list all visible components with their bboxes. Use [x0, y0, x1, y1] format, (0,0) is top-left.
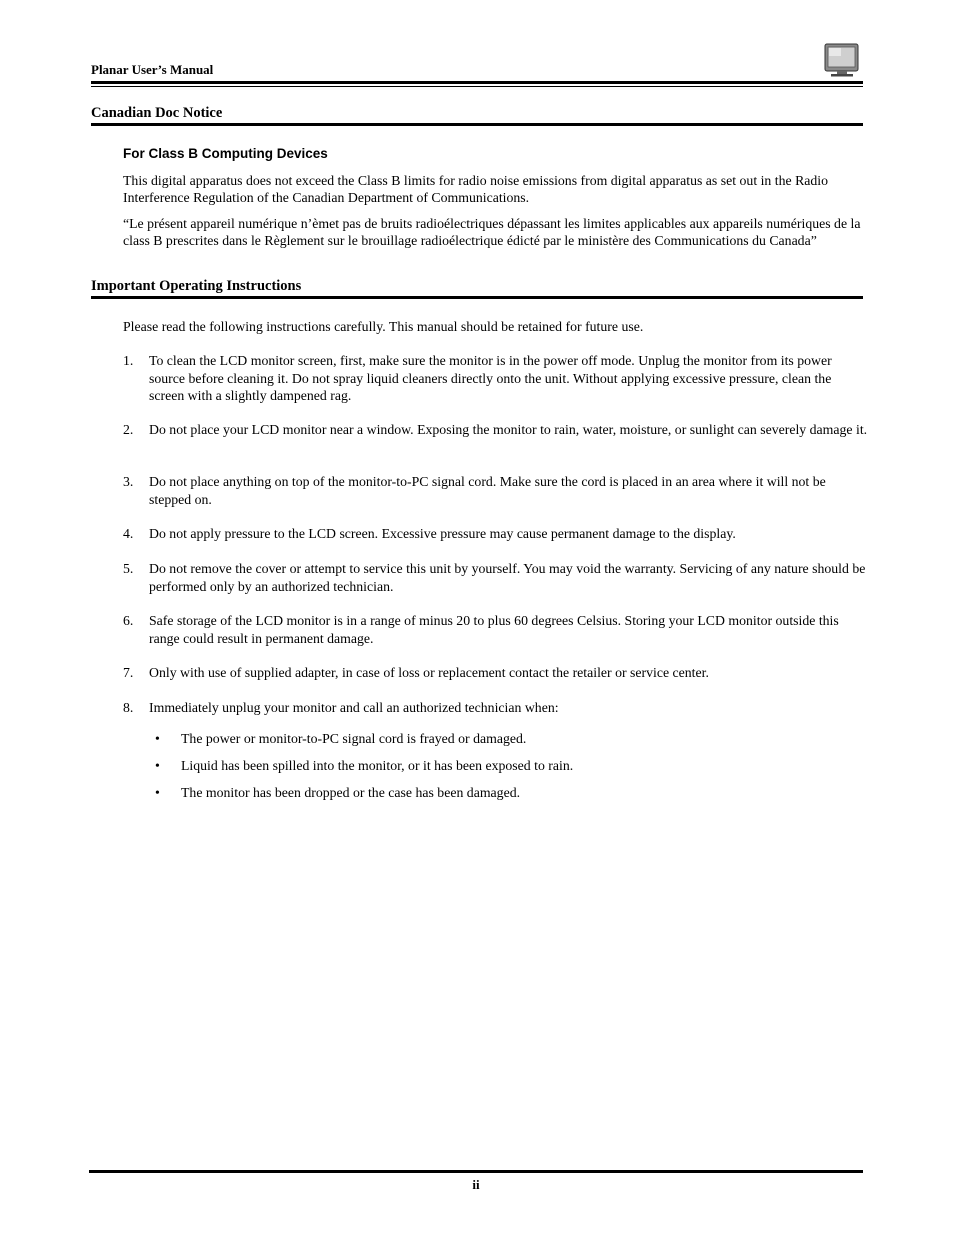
list-number: 3. — [123, 474, 134, 489]
list-text: Do not apply pressure to the LCD screen. Excessive pressure may cause permanent damage to the display. — [149, 526, 736, 541]
list-text: Do not place your LCD monitor near a window. Exposing the monitor to rain, water, moisture, or sunlight can severely damage it. — [149, 422, 868, 437]
list-item — [123, 612, 868, 647]
bullet-item — [155, 730, 855, 747]
bullet-item — [155, 757, 855, 774]
list-item — [123, 525, 868, 543]
list-number: 1. — [123, 353, 134, 368]
section-heading-operating-instructions: Important Operating Instructions — [91, 277, 863, 299]
list-number: 7. — [123, 665, 134, 680]
section-heading-canadian-doc-notice: Canadian Doc Notice — [91, 104, 863, 126]
list-number: 2. — [123, 422, 134, 437]
manual-title: Planar User’s Manual — [91, 62, 214, 77]
list-item — [123, 473, 868, 508]
bullet-dot-icon: • — [155, 785, 160, 800]
bullet-text: Liquid has been spilled into the monitor, or it has been exposed to rain. — [181, 758, 574, 773]
list-item — [123, 352, 868, 405]
bullet-dot-icon: • — [155, 758, 160, 773]
page-number: ii — [472, 1177, 480, 1192]
monitor-icon — [823, 42, 861, 78]
subheading-class-b: For Class B Computing Devices — [123, 146, 328, 161]
list-number: 5. — [123, 561, 134, 576]
list-number: 6. — [123, 613, 134, 628]
paragraph-class-b-english: This digital apparatus does not exceed the Class B limits for radio noise emissions from digital apparatus as set out in the Radio Interference Regulation of the Canadian Department of Communications. — [123, 173, 829, 205]
bullet-item — [155, 784, 855, 801]
list-number: 8. — [123, 700, 134, 715]
page-header — [91, 40, 863, 88]
list-text: Do not place anything on top of the monitor-to-PC signal cord. Make sure the cord is placed in an area where it will not be stepped on. — [149, 474, 826, 507]
list-text: Do not remove the cover or attempt to service this unit by yourself. You may void the warranty. Servicing of any nature should be performed only by an authorized technician. — [149, 561, 866, 594]
paragraph-intro: Please read the following instructions carefully. This manual should be retained for future use. — [123, 319, 644, 334]
bullet-text: The monitor has been dropped or the case has been damaged. — [181, 785, 521, 800]
list-item — [123, 421, 868, 439]
list-item — [123, 699, 868, 717]
list-text: Safe storage of the LCD monitor is in a range of minus 20 to plus 60 degrees Celsius. Storing your LCD monitor outside this range could result in permanent damage. — [149, 613, 839, 646]
list-item — [123, 664, 868, 682]
list-number: 4. — [123, 526, 134, 541]
paragraph-class-b-french: “Le présent appareil numérique n’èmet pas de bruits radioélectriques dépassant les limites applicables aux appareils numériques de la class B prescrites dans le Règlement sur le brouillage radioélectrique édicté par le ministère des Communications du Canada” — [123, 216, 861, 248]
bullet-text: The power or monitor-to-PC signal cord is frayed or damaged. — [181, 731, 527, 746]
list-item — [123, 560, 868, 595]
list-text: Immediately unplug your monitor and call an authorized technician when: — [149, 700, 559, 715]
header-rule — [91, 81, 863, 84]
list-text: To clean the LCD monitor screen, first, make sure the monitor is in the power off mode. Unplug the monitor from its power source before cleaning it. Do not spray liquid cleaners directly onto the unit. Without applying excessive pressure, clean the screen with a slightly dampened rag. — [149, 353, 832, 403]
header-rule-thin — [91, 86, 863, 87]
bullet-dot-icon: • — [155, 731, 160, 746]
list-text: Only with use of supplied adapter, in case of loss or replacement contact the retailer or service center. — [149, 665, 709, 680]
footer-rule — [89, 1170, 863, 1173]
